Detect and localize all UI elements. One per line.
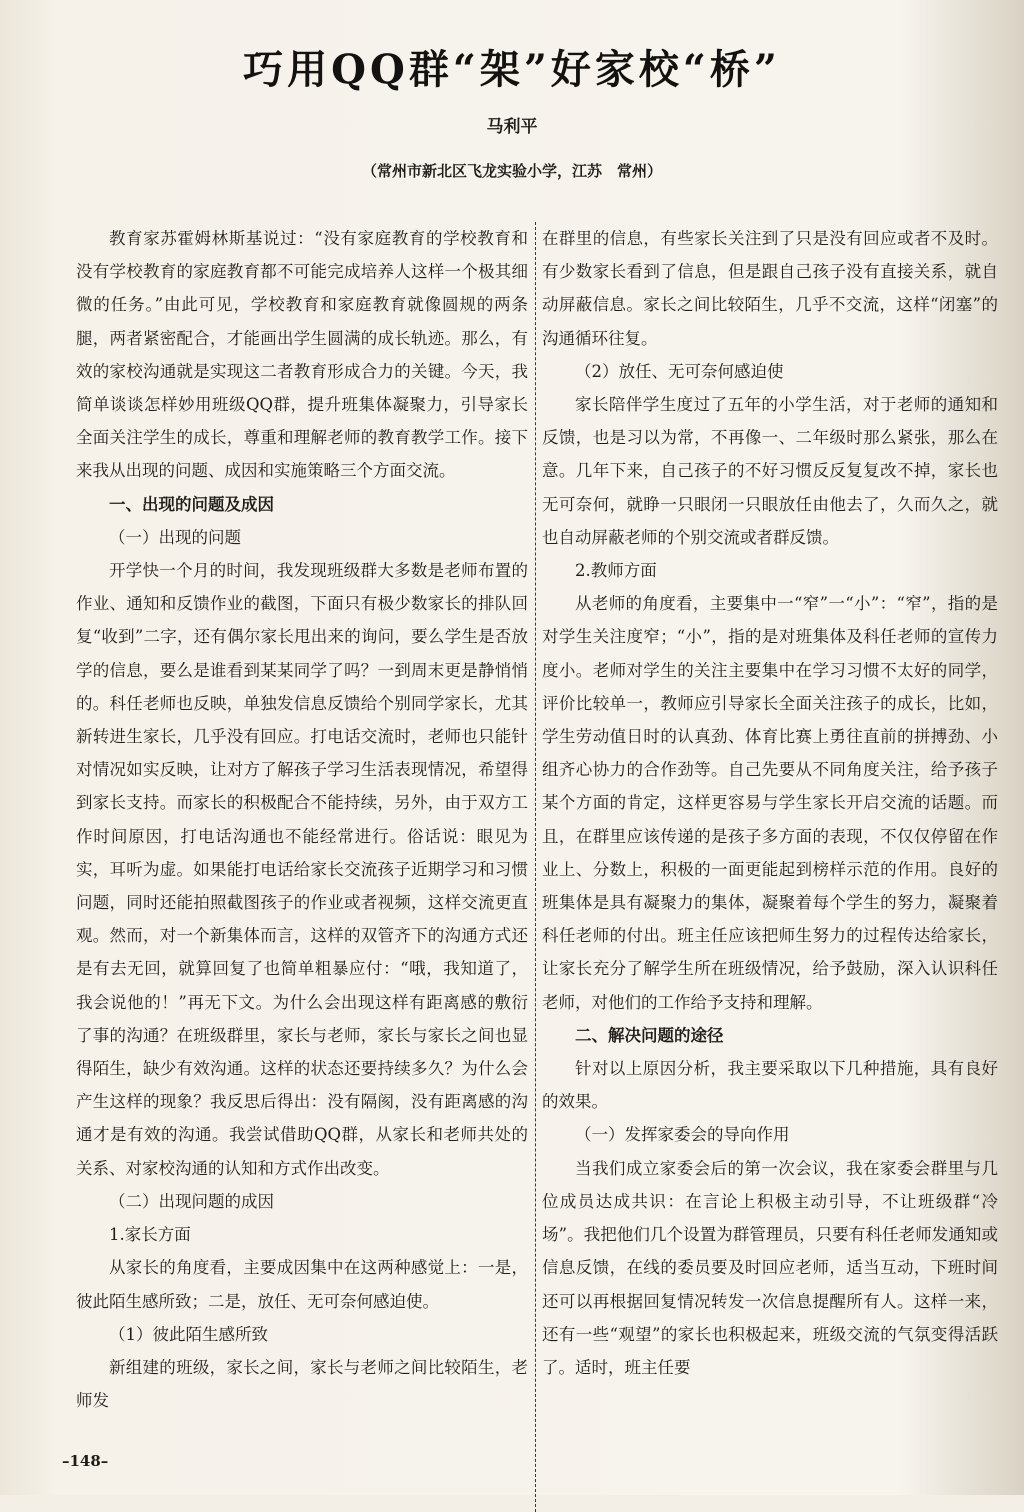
subsection-heading: （一）发挥家委会的导向作用 [575, 1125, 790, 1145]
paragraph: 新组建的班级，家长之间，家长与老师之间比较陌生，老师发 [76, 1357, 528, 1411]
right-column [542, 222, 998, 1384]
paragraph: 教育家苏霍姆林斯基说过：“没有家庭教育的学校教育和没有学校教育的家庭教育都不可能完成培养人这样一个极其细微的任务。”由此可见，学校教育和家庭教育就像圆规的两条腿，两者紧密配合，才能画出学生圆满的成长轨迹。那么，有效的家校沟通就是实现这二者教育形成合力的关键。今天，我简单谈谈怎样妙用班级QQ群，提升班集体凝聚力，引导家长全面关注学生的成长，尊重和理解老师的教育教学工作。接下来我从出现的问题、成因和实施策略三个方面交流。 [76, 229, 528, 481]
author-name: 马利平 [486, 117, 538, 137]
left-column [76, 222, 528, 1417]
paragraph: 从老师的角度看，主要集中一“窄”一“小”：“窄”，指的是对学生关注度窄；“小”，指的是对班集体及科任老师的宣传力度小。老师对学生的关注主要集中在学习习惯不太好的同学，评价比较单一，教师应引导家长全面关注孩子的成长，比如，学生劳动值日时的认真劲、体育比赛上勇往直前的拼搏劲、小组齐心协力的合作劲等。自己先要从不同角度关注，给予孩子某个方面的肯定，这样更容易与学生家长开启交流的话题。而且，在群里应该传递的是孩子多方面的表现，不仅仅停留在作业上、分数上，积极的一面更能起到榜样示范的作用。良好的班集体是具有凝聚力的集体，凝聚着每个学生的努力，凝聚着科任老师的付出。班主任应该把师生努力的过程传达给家长，让家长充分了解学生所在班级情况，给予鼓励，深入认识科任老师，对他们的工作给予支持和理解。 [542, 594, 998, 1012]
subsection-heading: （2）放任、无可奈何感迫使 [575, 361, 784, 381]
subsection-heading: 1.家长方面 [109, 1225, 191, 1245]
column-divider [535, 222, 536, 1512]
subsection-heading: （二）出现问题的成因 [109, 1191, 274, 1211]
paragraph: 针对以上原因分析，我主要采取以下几种措施，具有良好的效果。 [542, 1059, 998, 1112]
page-number: –148– [62, 1452, 109, 1470]
author-affiliation: （常州市新北区飞龙实验小学，江苏 常州） [361, 162, 662, 180]
subsection-heading: （1）彼此陌生感所致 [109, 1324, 268, 1344]
paragraph: 当我们成立家委会后的第一次会议，我在家委会群里与几位成员达成共识：在言论上积极主动引导，不让班级群“冷场”。我把他们几个设置为群管理员，只要有科任老师发通知或信息反馈，在线的委员要及时回应老师，适当互动，下班时间还可以再根据回复情况转发一次信息提醒所有人。这样一来，还有一些“观望”的家长也积极起来，班级交流的气氛变得活跃了。适时，班主任要 [542, 1158, 998, 1377]
subsection-heading: （一）出现的问题 [109, 527, 241, 547]
subsection-heading: 2.教师方面 [575, 561, 657, 581]
paragraph: 开学快一个月的时间，我发现班级群大多数是老师布置的作业、通知和反馈作业的截图，下面只有极少数家长的排队回复“收到”二字，还有偶尔家长甩出来的询问，要么学生是否放学的信息，要么是谁看到某某同学了吗？一到周末更是静悄悄的。科任老师也反映，单独发信息反馈给个别同学家长，尤其新转进生家长，几乎没有回应。打电话交流时，老师也只能针对情况如实反映，让对方了解孩子学习生活表现情况，希望得到家长支持。而家长的积极配合不能持续，另外，由于双方工作时间原因，打电话沟通也不能经常进行。俗话说：眼见为实，耳听为虚。如果能打电话给家长交流孩子近期学习和习惯问题，同时还能拍照截图孩子的作业或者视频，这样交流更直观。然而，对一个新集体而言，这样的双管齐下的沟通方式还是有去无回，就算回复了也简单粗暴应付：“哦，我知道了，我会说他的！”再无下文。为什么会出现这样有距离感的敷衍了事的沟通？在班级群里，家长与老师，家长与家长之间也显得陌生，缺少有效沟通。这样的状态还要持续多久？为什么会产生这样的现象？我反思后得出：没有隔阂，没有距离感的沟通才是有效的沟通。我尝试借助QQ群，从家长和老师共处的关系、对家校沟通的认知和方式作出改变。 [76, 561, 528, 1178]
paragraph: 在群里的信息，有些家长关注到了只是没有回应或者不及时。有少数家长看到了信息，但是跟自己孩子没有直接关系，就自动屏蔽信息。家长之间比较陌生，几乎不交流，这样“闭塞”的沟通循环往复。 [542, 229, 998, 348]
article-title: 巧用QQ群“架”好家校“桥” [243, 46, 781, 93]
paragraph: 从家长的角度看，主要成因集中在这两种感觉上：一是，彼此陌生感所致；二是，放任、无可奈何感迫使。 [76, 1258, 528, 1311]
paragraph: 家长陪伴学生度过了五年的小学生活，对于老师的通知和反馈，也是习以为常，不再像一、二年级时那么紧张，那么在意。几年下来，自己孩子的不好习惯反反复复改不掉，家长也无可奈何，就睁一只眼闭一只眼放任由他去了，久而久之，就也自动屏蔽老师的个别交流或者群反馈。 [542, 395, 998, 547]
section-heading: 二、解决问题的途径 [575, 1025, 724, 1045]
section-heading: 一、出现的问题及成因 [109, 494, 274, 514]
